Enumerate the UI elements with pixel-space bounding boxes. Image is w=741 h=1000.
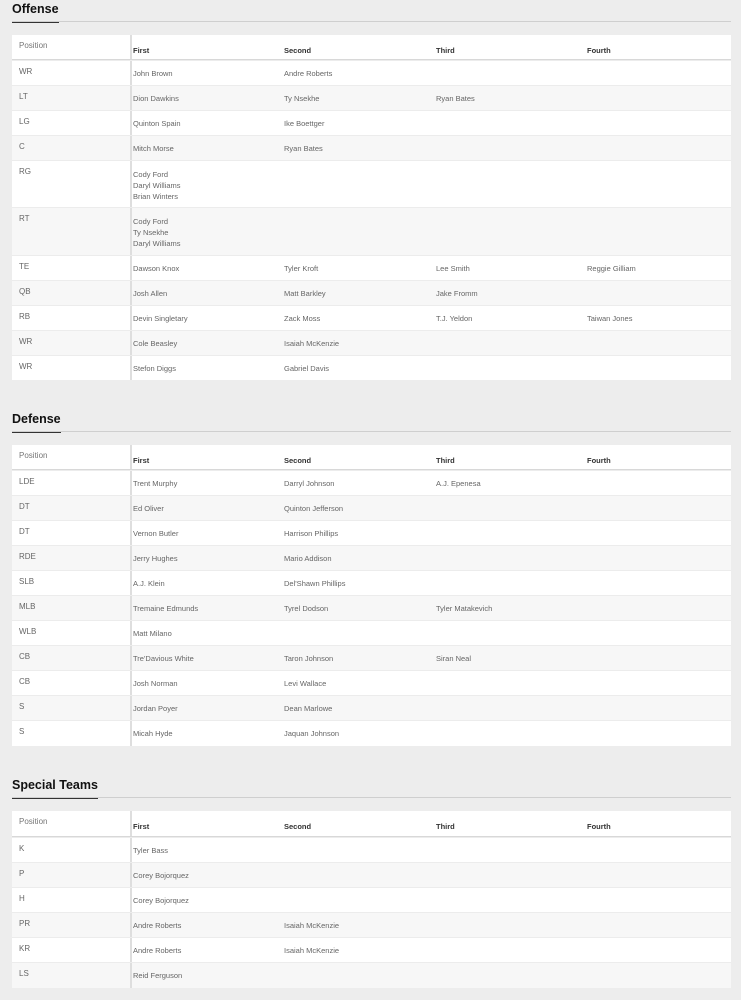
player-cell-first — [133, 653, 194, 664]
player-cell-second — [284, 528, 338, 539]
row-position: RDE — [12, 546, 132, 570]
table-row — [12, 355, 731, 380]
player-cell-first — [133, 478, 177, 489]
player-name[interactable]: Isaiah McKenzie — [284, 946, 340, 955]
player-cell-first — [133, 920, 181, 931]
player-name[interactable]: Jaquan Johnson — [284, 729, 340, 738]
player-cell-first — [133, 845, 168, 856]
table-row — [12, 912, 731, 937]
row-position: P — [12, 863, 132, 887]
header-third: Third — [436, 45, 455, 55]
row-position: H — [12, 888, 132, 912]
player-cell-first — [133, 553, 178, 564]
player-name[interactable]: Gabriel Davis — [284, 364, 330, 373]
player-name[interactable]: Andre Roberts — [133, 921, 182, 930]
table-row — [12, 110, 731, 135]
defense-table — [12, 445, 731, 746]
table-row — [12, 135, 731, 160]
player-name[interactable]: Matt Barkley — [284, 289, 326, 298]
player-cell-second — [284, 678, 326, 689]
section-title: Offense — [12, 2, 59, 23]
row-position: SLB — [12, 571, 132, 595]
player-name[interactable]: Ty Nsekhe — [133, 228, 169, 237]
player-cell-first — [133, 288, 167, 299]
player-cell-first — [133, 169, 181, 202]
player-name[interactable]: Andre Roberts — [133, 946, 182, 955]
row-position: QB — [12, 281, 132, 305]
header-fourth: Fourth — [587, 45, 611, 55]
table-row — [12, 545, 731, 570]
player-name[interactable]: John Brown — [133, 69, 173, 78]
player-cell-first — [133, 68, 173, 79]
table-row — [12, 280, 731, 305]
player-cell-first — [133, 216, 181, 249]
player-name[interactable]: Tre'Davious White — [133, 654, 194, 663]
player-cell-first — [133, 118, 181, 129]
player-cell-fourth — [587, 313, 632, 324]
player-name[interactable]: Zack Moss — [284, 314, 321, 323]
player-name[interactable]: Lee Smith — [436, 264, 470, 273]
header-position: Position — [12, 35, 132, 59]
player-cell-third — [436, 313, 472, 324]
player-cell-third — [436, 603, 492, 614]
header-third: Third — [436, 822, 455, 831]
player-name[interactable]: Josh Allen — [133, 289, 168, 298]
row-position: RG — [12, 161, 132, 207]
player-name[interactable]: Corey Bojorquez — [133, 871, 189, 880]
row-position: MLB — [12, 596, 132, 620]
player-cell-second — [284, 553, 332, 564]
table-row — [12, 520, 731, 545]
player-name[interactable]: Tremaine Edmunds — [133, 604, 199, 613]
player-cell-first — [133, 678, 178, 689]
table-row — [12, 85, 731, 110]
player-name[interactable]: Tyler Kroft — [284, 264, 319, 273]
player-name[interactable]: Ed Oliver — [133, 504, 164, 513]
header-first: First — [133, 45, 150, 55]
row-position: DT — [12, 496, 132, 520]
table-row — [12, 207, 731, 255]
player-name[interactable]: Josh Norman — [133, 679, 178, 688]
row-position: PR — [12, 913, 132, 937]
player-name[interactable]: Ike Boettger — [284, 119, 325, 128]
player-name[interactable]: Quinton Spain — [133, 119, 181, 128]
table-row — [12, 60, 731, 85]
player-name[interactable]: Siran Neal — [436, 654, 472, 663]
table-row — [12, 470, 731, 495]
row-position: LG — [12, 111, 132, 135]
table-row — [12, 620, 731, 645]
table-row — [12, 255, 731, 280]
player-name[interactable]: Vernon Butler — [133, 529, 179, 538]
player-cell-second — [284, 945, 339, 956]
player-cell-second — [284, 503, 343, 514]
player-name[interactable]: Reggie Gilliam — [587, 264, 636, 273]
player-cell-first — [133, 313, 188, 324]
player-cell-first — [133, 578, 165, 589]
player-cell-first — [133, 728, 173, 739]
table-row — [12, 330, 731, 355]
player-name[interactable]: Levi Wallace — [284, 679, 327, 688]
player-name[interactable]: Andre Roberts — [284, 69, 333, 78]
player-cell-third — [436, 653, 471, 664]
player-cell-first — [133, 970, 182, 981]
player-cell-second — [284, 478, 334, 489]
row-position: WLB — [12, 621, 132, 645]
player-name[interactable]: Dion Dawkins — [133, 94, 179, 103]
player-cell-second — [284, 143, 323, 154]
player-name[interactable]: Reid Ferguson — [133, 971, 183, 980]
section-divider — [12, 431, 731, 432]
row-position: KR — [12, 938, 132, 962]
section-title: Special Teams — [12, 778, 98, 799]
player-cell-third — [436, 263, 470, 274]
player-name[interactable]: Matt Milano — [133, 629, 172, 638]
table-row — [12, 837, 731, 862]
player-name[interactable]: A.J. Epenesa — [436, 479, 481, 488]
table-row — [12, 645, 731, 670]
player-name[interactable]: Taron Johnson — [284, 654, 334, 663]
table-row — [12, 160, 731, 207]
player-name[interactable]: Jake Fromm — [436, 289, 478, 298]
special-teams-table — [12, 811, 731, 988]
table-row — [12, 495, 731, 520]
player-name[interactable]: Daryl Williams — [133, 239, 181, 248]
table-row — [12, 720, 731, 746]
player-name[interactable]: Cole Beasley — [133, 339, 178, 348]
table-row — [12, 695, 731, 720]
player-name[interactable]: Del'Shawn Phillips — [284, 579, 346, 588]
row-position: S — [12, 721, 132, 746]
player-cell-second — [284, 68, 332, 79]
player-name[interactable]: Jordan Poyer — [133, 704, 178, 713]
row-position: WR — [12, 331, 132, 355]
header-position: Position — [12, 445, 132, 469]
header-second: Second — [284, 455, 312, 465]
player-cell-first — [133, 895, 189, 906]
table-row — [12, 595, 731, 620]
player-cell-first — [133, 503, 164, 514]
row-position: TE — [12, 256, 132, 280]
table-row — [12, 937, 731, 962]
player-cell-first — [133, 945, 181, 956]
player-name[interactable]: Brian Winters — [133, 192, 179, 201]
table-header — [12, 445, 731, 470]
table-header — [12, 811, 731, 837]
player-name[interactable]: Stefon Diggs — [133, 364, 176, 373]
player-cell-third — [436, 288, 478, 299]
section-title: Defense — [12, 412, 61, 433]
player-name[interactable]: Devin Singletary — [133, 314, 188, 323]
player-name[interactable]: Trent Murphy — [133, 479, 178, 488]
player-name[interactable]: Mario Addison — [284, 554, 332, 563]
header-position: Position — [12, 811, 132, 836]
player-cell-first — [133, 263, 179, 274]
player-name[interactable]: A.J. Klein — [133, 579, 165, 588]
player-cell-first — [133, 703, 178, 714]
row-position: RT — [12, 208, 132, 255]
header-third: Third — [436, 455, 455, 465]
row-position: CB — [12, 646, 132, 670]
player-cell-first — [133, 603, 198, 614]
player-cell-second — [284, 118, 324, 129]
player-cell-second — [284, 93, 319, 104]
row-position: RB — [12, 306, 132, 330]
player-cell-second — [284, 578, 345, 589]
row-position: DT — [12, 521, 132, 545]
player-cell-first — [133, 363, 176, 374]
row-position: LDE — [12, 471, 132, 495]
header-second: Second — [284, 822, 312, 831]
header-second: Second — [284, 45, 312, 55]
player-name[interactable]: Dean Marlowe — [284, 704, 333, 713]
row-position: WR — [12, 61, 132, 85]
table-row — [12, 305, 731, 330]
table-header — [12, 35, 731, 60]
table-row — [12, 862, 731, 887]
row-position: CB — [12, 671, 132, 695]
player-name[interactable]: Tyler Bass — [133, 846, 169, 855]
player-name[interactable]: Isaiah McKenzie — [284, 921, 340, 930]
row-position: K — [12, 838, 132, 862]
player-cell-first — [133, 338, 177, 349]
player-cell-second — [284, 703, 332, 714]
header-first: First — [133, 455, 150, 465]
table-row — [12, 887, 731, 912]
player-name[interactable]: Ty Nsekhe — [284, 94, 320, 103]
header-fourth: Fourth — [587, 822, 611, 831]
player-cell-fourth — [587, 263, 636, 274]
row-position: WR — [12, 356, 132, 380]
player-cell-first — [133, 870, 189, 881]
table-row — [12, 670, 731, 695]
player-cell-second — [284, 653, 333, 664]
player-cell-second — [284, 920, 339, 931]
player-cell-second — [284, 288, 326, 299]
offense-table — [12, 35, 731, 380]
player-name[interactable]: Jerry Hughes — [133, 554, 178, 563]
player-name[interactable]: Cody Ford — [133, 170, 169, 179]
player-name[interactable]: Quinton Jefferson — [284, 504, 344, 513]
player-cell-first — [133, 93, 179, 104]
player-name[interactable]: Tyler Matakevich — [436, 604, 493, 613]
player-cell-second — [284, 313, 320, 324]
row-position: C — [12, 136, 132, 160]
player-name[interactable]: Daryl Williams — [133, 181, 181, 190]
player-name[interactable]: Micah Hyde — [133, 729, 173, 738]
player-cell-second — [284, 728, 339, 739]
player-name[interactable]: T.J. Yeldon — [436, 314, 473, 323]
player-name[interactable]: Darryl Johnson — [284, 479, 335, 488]
player-cell-second — [284, 603, 328, 614]
player-cell-second — [284, 363, 329, 374]
player-cell-first — [133, 528, 178, 539]
player-name[interactable]: Dawson Knox — [133, 264, 180, 273]
player-cell-second — [284, 338, 339, 349]
header-first: First — [133, 822, 150, 831]
section-divider — [12, 797, 731, 798]
player-cell-third — [436, 93, 475, 104]
row-position: LS — [12, 963, 132, 988]
row-position: S — [12, 696, 132, 720]
player-name[interactable]: Ryan Bates — [436, 94, 475, 103]
table-row — [12, 570, 731, 595]
player-name[interactable]: Corey Bojorquez — [133, 896, 189, 905]
player-cell-first — [133, 143, 174, 154]
player-cell-third — [436, 478, 481, 489]
player-name[interactable]: Cody Ford — [133, 217, 169, 226]
row-position: LT — [12, 86, 132, 110]
player-name[interactable]: Isaiah McKenzie — [284, 339, 340, 348]
section-divider — [12, 21, 731, 22]
table-row — [12, 962, 731, 988]
header-fourth: Fourth — [587, 455, 611, 465]
player-cell-second — [284, 263, 318, 274]
player-name[interactable]: Harrison Phillips — [284, 529, 339, 538]
player-name[interactable]: Taiwan Jones — [587, 314, 633, 323]
player-cell-first — [133, 628, 172, 639]
player-name[interactable]: Ryan Bates — [284, 144, 323, 153]
player-name[interactable]: Mitch Morse — [133, 144, 174, 153]
player-name[interactable]: Tyrel Dodson — [284, 604, 329, 613]
